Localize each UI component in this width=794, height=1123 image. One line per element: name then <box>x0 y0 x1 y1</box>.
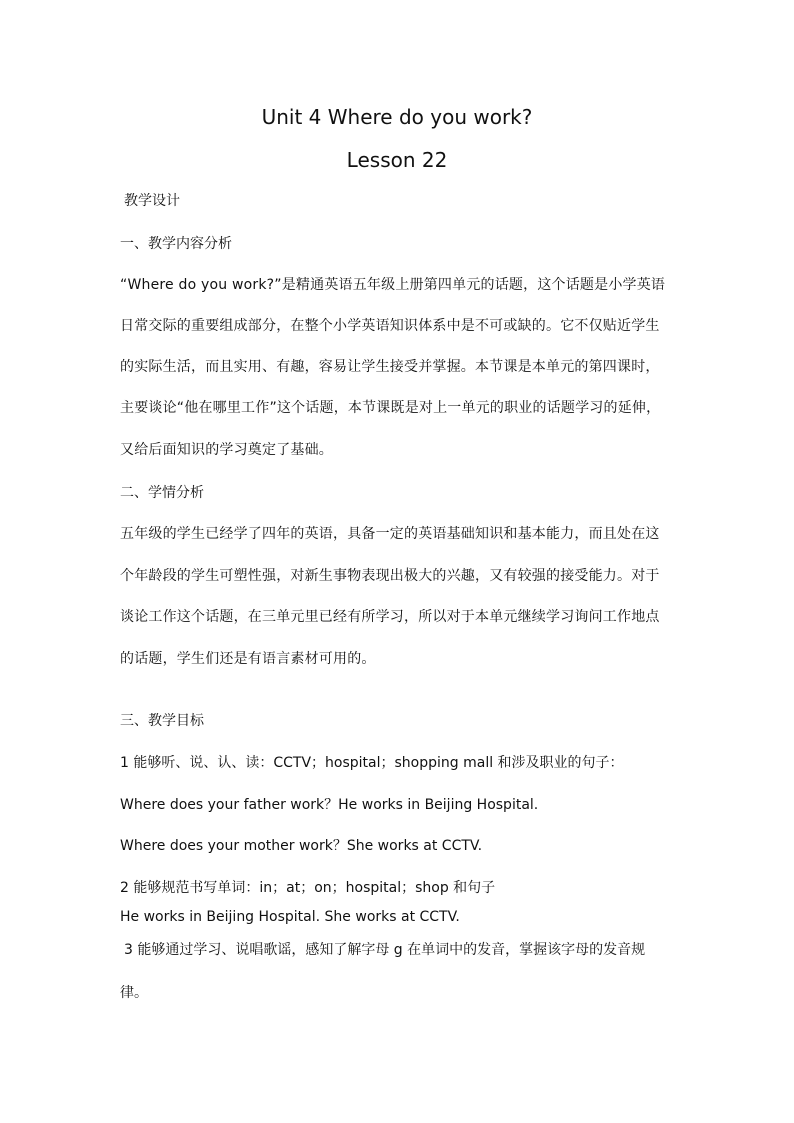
section1-heading: 一、教学内容分析 <box>120 236 232 252</box>
example-sentence-3: He works in Beijing Hospital. She works at CCTV. <box>120 909 460 925</box>
section1-line-4: 主要谈论“他在哪里工作”这个话题，本节课既是对上一单元的职业的话题学习的延伸， <box>120 400 661 416</box>
section1-line-2: 日常交际的重要组成部分，在整个小学英语知识体系中是不可或缺的。它不仅贴近学生 <box>120 318 660 334</box>
section2-line-2: 个年龄段的学生可塑性强，对新生事物表现出极大的兴趣，又有较强的接受能力。对于 <box>120 568 660 584</box>
example-sentence-2: Where does your mother work？She works at CCTV. <box>120 838 483 854</box>
objective-item-3-line-2: 律。 <box>120 985 148 1001</box>
section3-heading: 三、教学目标 <box>120 713 204 729</box>
section2-line-3: 谈论工作这个话题，在三单元里已经有所学习，所以对于本单元继续学习询问工作地点 <box>120 609 660 625</box>
lesson-title: Lesson 22 <box>346 148 448 172</box>
objective-item-1: 1 能够听、说、认、读：CCTV；hospital；shopping mall 和涉及职业的句子： <box>120 755 624 771</box>
section2-line-4: 的话题，学生们还是有语言素材可用的。 <box>120 651 376 667</box>
objective-item-2: 2 能够规范书写单词：in；at；on；hospital；shop 和句子 <box>120 880 496 896</box>
heading-design: 教学设计 <box>124 193 180 209</box>
unit-title: Unit 4 Where do you work? <box>261 105 533 129</box>
section2-heading: 二、学情分析 <box>120 485 204 501</box>
example-sentence-1: Where does your father work？He works in Beijing Hospital. <box>120 797 539 813</box>
objective-item-3-line-1: 3 能够通过学习、说唱歌谣，感知了解字母 g 在单词中的发音，掌握该字母的发音规 <box>124 942 646 958</box>
section1-line-5: 又给后面知识的学习奠定了基础。 <box>120 442 333 458</box>
section1-line-3: 的实际生活，而且实用、有趣，容易让学生接受并掌握。本节课是本单元的第四课时， <box>120 359 660 375</box>
section2-line-1: 五年级的学生已经学了四年的英语，具备一定的英语基础知识和基本能力，而且处在这 <box>120 526 660 542</box>
section1-line-1: “Where do you work?”是精通英语五年级上册第四单元的话题，这个话题是小学英语 <box>120 277 666 293</box>
